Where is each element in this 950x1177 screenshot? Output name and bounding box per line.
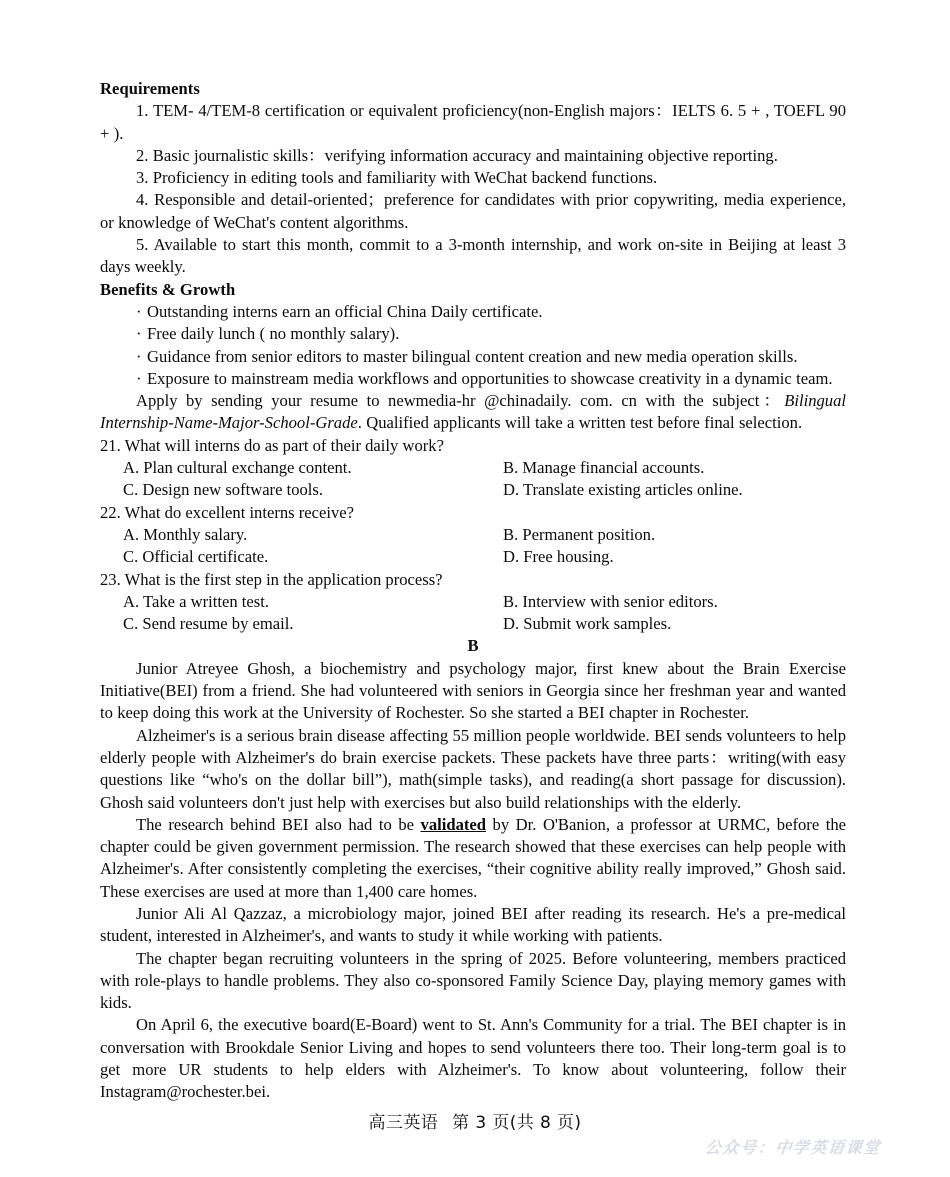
footer-page-label: 第 3 页(共 8 页) <box>452 1113 582 1133</box>
watermark: 公众号：中学英语课堂 <box>703 1138 882 1157</box>
page-content <box>100 78 846 1104</box>
requirement-item-5: 5. Available to start this month, commit to a 3-month internship, and work on-site in Beijing at least 3 days weekly. <box>100 235 846 277</box>
apply-text-after: . Qualified applicants will take a written test before final selection. <box>357 413 803 433</box>
requirement-item-4: 4. Responsible and detail-oriented；preference for candidates with prior copywriting, media experience, or knowledge of WeChat's content algorithms. <box>100 190 846 232</box>
apply-text-before: Apply by sending your resume to newmedia-hr @chinadaily. com. cn with the subject： <box>136 391 785 411</box>
apply-paragraph <box>100 390 846 435</box>
benefit-text: Outstanding interns earn an official China Daily certificate. <box>147 301 543 321</box>
validated-after-text: by Dr. O'Banion, a professor at URMC, before the chapter could be given government permission. The research showed that these exercises can help people with Alzheimer's. After consistently completing the exercises, “their cognitive ability really improved,” Ghosh said. These exercises are used at more than 1,400 care homes. <box>100 814 846 901</box>
question-22-options-row-1 <box>100 524 846 546</box>
validated-before-text: The research behind BEI also had to be <box>136 814 421 834</box>
question-22-option-a[interactable]: A. Monthly salary. <box>123 524 248 544</box>
question-22-stem: 22. What do excellent interns receive? <box>100 502 355 522</box>
question-23-stem: 23. What is the first step in the application process? <box>100 569 443 589</box>
footer-subject: 高三英语 <box>368 1113 439 1133</box>
bullet-dot-icon: · <box>136 324 142 344</box>
question-23-options-row-1 <box>100 591 846 613</box>
benefit-text: Exposure to mainstream media workflows and opportunities to showcase creativity in a dynamic team. <box>147 368 833 388</box>
question-21-option-a[interactable]: A. Plan cultural exchange content. <box>123 458 352 478</box>
passage-b-paragraph-6: On April 6, the executive board(E-Board) went to St. Ann's Community for a trial. The BEI chapter is in conversation with Brookdale Senior Living and hopes to send volunteers there too. Their long-term goal is to get more UR students to help elders with Alzheimer's. To know about volunteering, follow their Instagram@rochester.bei. <box>100 1015 846 1102</box>
passage-b-paragraph-4: Junior Ali Al Qazzaz, a microbiology major, joined BEI after reading its research. He's a pre-medical student, interested in Alzheimer's, and wants to study it while working with patients. <box>100 903 846 946</box>
benefit-item-3 <box>100 346 846 368</box>
question-21-stem: 21. What will interns do as part of their daily work? <box>100 435 444 455</box>
question-22-option-c[interactable]: C. Official certificate. <box>123 547 269 567</box>
validated-keyword: validated <box>420 814 486 834</box>
bullet-dot-icon: · <box>136 346 142 366</box>
question-22-option-d[interactable]: D. Free housing. <box>503 547 614 567</box>
question-21-option-b[interactable]: B. Manage financial accounts. <box>503 458 705 478</box>
question-22-options-row-2 <box>100 546 846 568</box>
passage-b-paragraph-2: Alzheimer's is a serious brain disease affecting 55 million people worldwide. BEI sends volunteers to help elderly people with Alzheimer's do brain exercise packets. These packets have three parts：writing(with easy questions like “who's on the dollar bill”), math(simple tasks), and reading(a short passage for discussion). Ghosh said volunteers don't just help with exercises but also build relationships with the elderly. <box>100 725 846 812</box>
question-22-option-b[interactable]: B. Permanent position. <box>503 524 656 544</box>
benefit-item-4 <box>100 368 846 390</box>
question-23-option-b[interactable]: B. Interview with senior editors. <box>503 591 718 611</box>
benefit-text: Free daily lunch ( no monthly salary). <box>147 324 400 344</box>
question-23-option-a[interactable]: A. Take a written test. <box>123 591 269 611</box>
passage-b-paragraph-1: Junior Atreyee Ghosh, a biochemistry and psychology major, first knew about the Brain Exercise Initiative(BEI) from a friend. She had volunteered with seniors in Georgia since her freshman year and wanted to keep doing this work at the University of Rochester. So she started a BEI chapter in Rochester. <box>100 658 846 723</box>
question-21-option-d[interactable]: D. Translate existing articles online. <box>503 480 743 500</box>
bullet-dot-icon: · <box>136 368 142 388</box>
requirement-item-2: 2. Basic journalistic skills：verifying information accuracy and maintaining objective reporting. <box>136 145 778 165</box>
question-21-option-c[interactable]: C. Design new software tools. <box>123 480 324 500</box>
page-footer <box>0 1108 950 1133</box>
requirements-heading: Requirements <box>100 79 200 98</box>
question-21-options-row-2 <box>100 479 846 501</box>
passage-b-label: B <box>467 636 479 656</box>
question-23-options-row-2 <box>100 613 846 635</box>
passage-b-paragraph-3 <box>100 814 846 903</box>
question-23-option-c[interactable]: C. Send resume by email. <box>123 614 294 634</box>
question-21-options-row-1 <box>100 457 846 479</box>
benefits-heading: Benefits & Growth <box>100 279 236 299</box>
benefit-item-2 <box>100 323 846 345</box>
requirement-item-3: 3. Proficiency in editing tools and familiarity with WeChat backend functions. <box>136 168 658 188</box>
question-23-option-d[interactable]: D. Submit work samples. <box>503 614 672 634</box>
bullet-dot-icon: · <box>136 301 142 321</box>
apply-subject-line: Bilingual Internship-Name-Major-School-Grade <box>100 391 846 433</box>
benefit-item-1 <box>100 301 846 323</box>
passage-b-paragraph-5: The chapter began recruiting volunteers in the spring of 2025. Before volunteering, members practiced with role-plays to handle problems. They also co-sponsored Family Science Day, playing memory games with kids. <box>100 948 846 1013</box>
benefit-text: Guidance from senior editors to master bilingual content creation and new media operation skills. <box>147 346 798 366</box>
requirement-item-1: 1. TEM- 4/TEM-8 certification or equivalent proficiency(non-English majors：IELTS 6. 5 + , TOEFL 90 + ). <box>100 101 846 143</box>
